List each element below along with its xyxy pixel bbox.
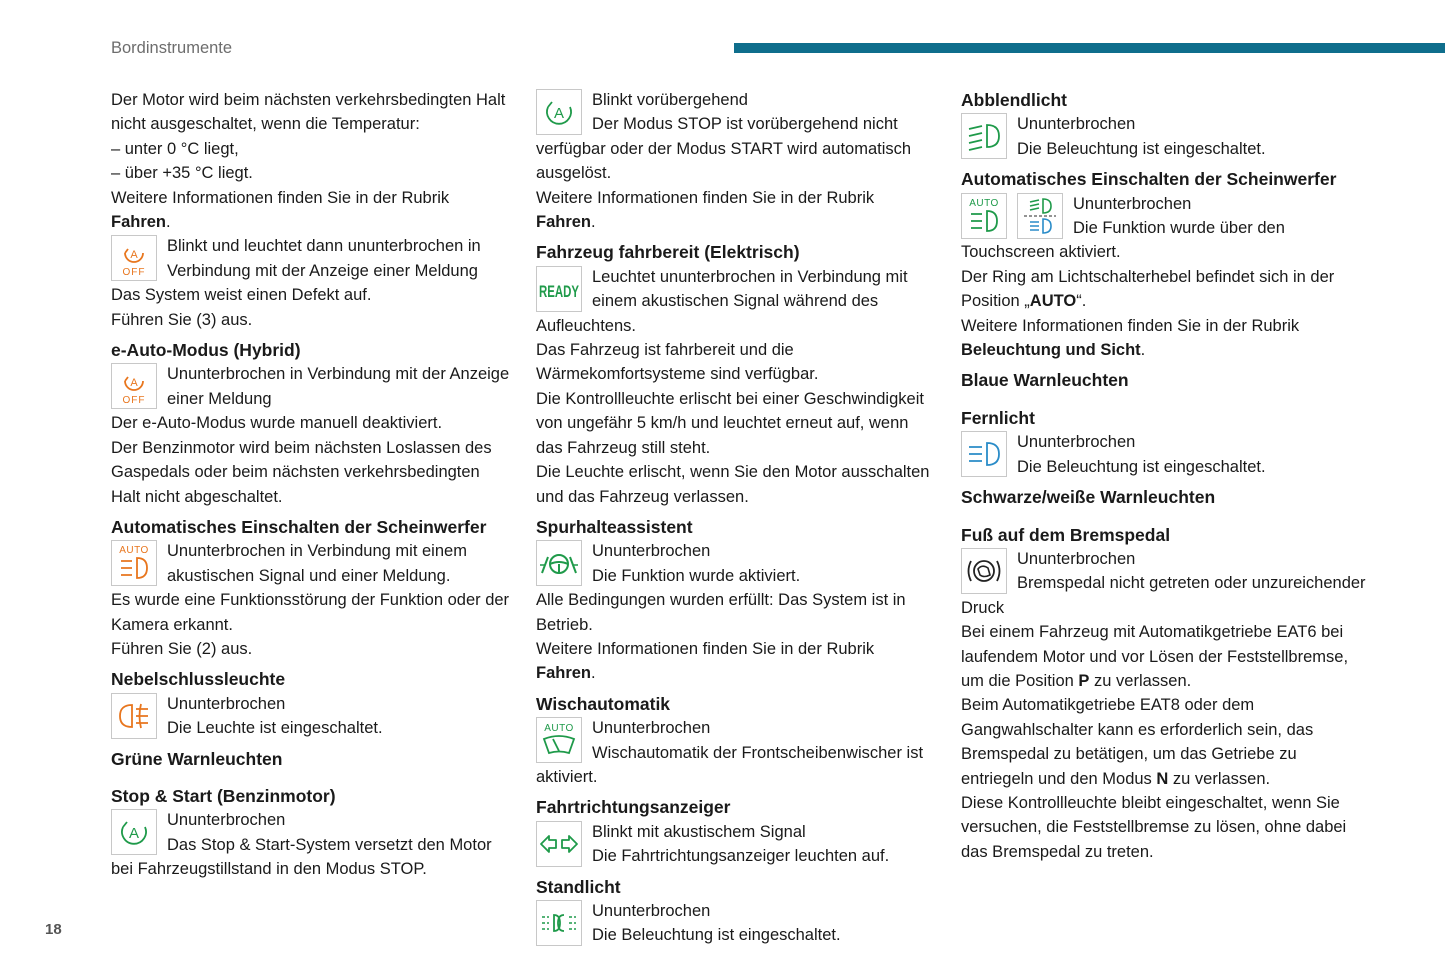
stop-start-blink-icon (536, 89, 582, 135)
paragraph: Weitere Informationen finden Sie in der Rubrik Beleuchtung und Sicht. (961, 316, 1300, 360)
paragraph: Die Funktion wurde über den Touchscreen aktiviert. (961, 219, 1285, 262)
section-heading: Spurhalteassistent (536, 516, 693, 537)
page-number: 18 (45, 921, 62, 938)
svg-text:OFF: OFF (122, 267, 146, 279)
svg-text:AUTO: AUTO (969, 197, 999, 209)
running-header: Bordinstrumente (111, 39, 233, 57)
paragraph: Diese Kontrollleuchte bleibt eingeschaltet, wenn Sie versuchen, die Feststellbremse zu lösen, ohne dabei das Bremspedal zu treten. (961, 793, 1347, 861)
paragraph: Ununterbrochen in Verbindung mit einem akustischen Signal und einer Meldung. (167, 542, 467, 585)
brake-pedal-icon (961, 548, 1007, 594)
turn-signal-icon (536, 821, 582, 867)
auto-low-high-beam-icon (1017, 193, 1063, 239)
low-beam-icon (961, 113, 1007, 159)
section-heading: Wischautomatik (536, 693, 671, 714)
section-heading: Automatisches Einschalten der Scheinwerfer (111, 516, 487, 537)
stop-start-off-icon (111, 235, 157, 281)
column-3 (961, 88, 1371, 864)
side-light-icon (536, 900, 582, 946)
paragraph: Ununterbrochen (1017, 549, 1136, 568)
high-beam-icon (961, 431, 1007, 477)
paragraph: Die Kontrollleuchte erlischt bei einer Geschwindigkeit von ungefähr 5 km/h und leuchtet erneut auf, wenn das Fahrzeug still steht. (536, 389, 924, 457)
paragraph: Leuchtet ununterbrochen in Verbindung mit einem akustischen Signal während des Aufleuchtens. (536, 267, 908, 335)
paragraph: Das System weist einen Defekt auf. (111, 286, 372, 305)
paragraph: Führen Sie (2) aus. (111, 639, 253, 658)
group-heading: Blaue Warnleuchten (961, 370, 1129, 391)
group-heading: Schwarze/weiße Warnleuchten (961, 487, 1216, 508)
paragraph: Es wurde eine Funktionsstörung der Funktion oder der Kamera erkannt. (111, 591, 510, 634)
paragraph: Alle Bedingungen wurden erfüllt: Das System ist in Betrieb. (536, 591, 906, 634)
eauto-off-icon (111, 363, 157, 409)
paragraph: Der Benzinmotor wird beim nächsten Loslassen des Gaspedals oder beim nächsten verkehrsbedingten Halt nicht abgeschaltet. (111, 438, 492, 506)
paragraph: Beim Automatikgetriebe EAT8 oder dem Gangwahlschalter kann es erforderlich sein, das Bremspedal zu betätigen, um das Getriebe zu entriegeln und den Modus N zu verlassen. (961, 696, 1314, 788)
ready-icon (536, 266, 582, 312)
svg-text:OFF: OFF (122, 395, 146, 407)
section-heading: Automatisches Einschalten der Scheinwerfer (961, 169, 1337, 190)
paragraph: Weitere Informationen finden Sie in der Rubrik Fahren. (111, 188, 450, 232)
paragraph: Die Fahrtrichtungsanzeiger leuchten auf. (592, 847, 890, 866)
paragraph: Der e-Auto-Modus wurde manuell deaktiviert. (111, 414, 443, 433)
list-item: – unter 0 °C liegt, (111, 139, 239, 158)
section-heading: Stop & Start (Benzinmotor) (111, 785, 336, 806)
auto-headlight-icon (961, 193, 1007, 239)
paragraph: Der Ring am Lichtschalterhebel befindet sich in der Position „AUTO“. (961, 267, 1335, 311)
paragraph: Ununterbrochen (1017, 433, 1136, 452)
paragraph: Weitere Informationen finden Sie in der Rubrik Fahren. (536, 639, 875, 683)
column-1 (111, 88, 511, 882)
paragraph: Die Beleuchtung ist eingeschaltet. (592, 926, 841, 945)
paragraph: Die Beleuchtung ist eingeschaltet. (1017, 139, 1266, 158)
paragraph: Ununterbrochen (167, 694, 286, 713)
paragraph: Die Leuchte erlischt, wenn Sie den Motor ausschalten und das Fahrzeug verlassen. (536, 463, 930, 506)
section-heading: Standlicht (536, 876, 621, 897)
auto-wiper-icon (536, 717, 582, 763)
paragraph: Ununterbrochen (592, 542, 711, 561)
section-heading: Fuß auf dem Bremspedal (961, 524, 1171, 545)
paragraph: Der Modus STOP ist vorübergehend nicht verfügbar oder der Modus START wird automatisch ausgelöst. (536, 115, 912, 183)
section-heading: e-Auto-Modus (Hybrid) (111, 340, 301, 361)
section-heading: Fahrzeug fahrbereit (Elektrisch) (536, 242, 800, 263)
auto-headlight-fault-icon (111, 540, 157, 586)
svg-text:READY: READY (539, 281, 580, 301)
svg-text:A: A (130, 249, 138, 262)
group-heading: Grüne Warnleuchten (111, 748, 283, 769)
svg-text:A: A (128, 825, 140, 843)
paragraph: Die Leuchte ist eingeschaltet. (167, 719, 383, 738)
paragraph: Blinkt mit akustischem Signal (592, 822, 806, 841)
svg-text:A: A (130, 377, 138, 390)
paragraph: Ununterbrochen (592, 902, 711, 920)
rear-fog-light-icon (111, 693, 157, 739)
paragraph: Blinkt vorübergehend (592, 91, 748, 109)
paragraph: Ununterbrochen (1017, 115, 1136, 134)
column-2 (536, 88, 936, 948)
paragraph: Das Stop & Start-System versetzt den Motor bei Fahrzeugstillstand in den Modus STOP. (111, 835, 492, 879)
paragraph: Wischautomatik der Frontscheibenwischer ist aktiviert. (536, 743, 924, 786)
paragraph: Die Beleuchtung ist eingeschaltet. (1017, 457, 1266, 476)
stop-start-icon (111, 809, 157, 855)
svg-text:A: A (553, 105, 565, 122)
paragraph: Bei einem Fahrzeug mit Automatikgetriebe EAT6 bei laufendem Motor und vor Lösen der Feststellbremse, um die Position P zu verlassen. (961, 623, 1349, 690)
header-accent-bar (734, 43, 1445, 53)
paragraph: Ununterbrochen (167, 811, 286, 830)
section-heading: Fahrtrichtungsanzeiger (536, 797, 731, 818)
section-heading: Fernlicht (961, 407, 1035, 428)
paragraph: Blinkt und leuchtet dann ununterbrochen in Verbindung mit der Anzeige einer Meldung (167, 237, 481, 280)
paragraph: Bremspedal nicht getreten oder unzureichender Druck (961, 574, 1366, 617)
lane-assist-icon (536, 540, 582, 586)
paragraph: Ununterbrochen (592, 719, 711, 738)
section-heading: Abblendlicht (961, 90, 1067, 110)
paragraph: Der Motor wird beim nächsten verkehrsbedingten Halt nicht ausgeschaltet, wenn die Temperatur: (111, 91, 506, 134)
paragraph: Ununterbrochen (1073, 194, 1192, 213)
paragraph: Weitere Informationen finden Sie in der Rubrik Fahren. (536, 188, 875, 232)
paragraph: Führen Sie (3) aus. (111, 310, 253, 329)
section-heading: Nebelschlussleuchte (111, 669, 286, 690)
list-item: – über +35 °C liegt. (111, 164, 253, 183)
svg-text:AUTO: AUTO (119, 545, 149, 557)
svg-text:AUTO: AUTO (544, 723, 574, 735)
paragraph: Ununterbrochen in Verbindung mit der Anzeige einer Meldung (167, 365, 510, 408)
paragraph: Das Fahrzeug ist fahrbereit und die Wärmekomfortsysteme sind verfügbar. (536, 341, 819, 384)
paragraph: Die Funktion wurde aktiviert. (592, 566, 801, 585)
